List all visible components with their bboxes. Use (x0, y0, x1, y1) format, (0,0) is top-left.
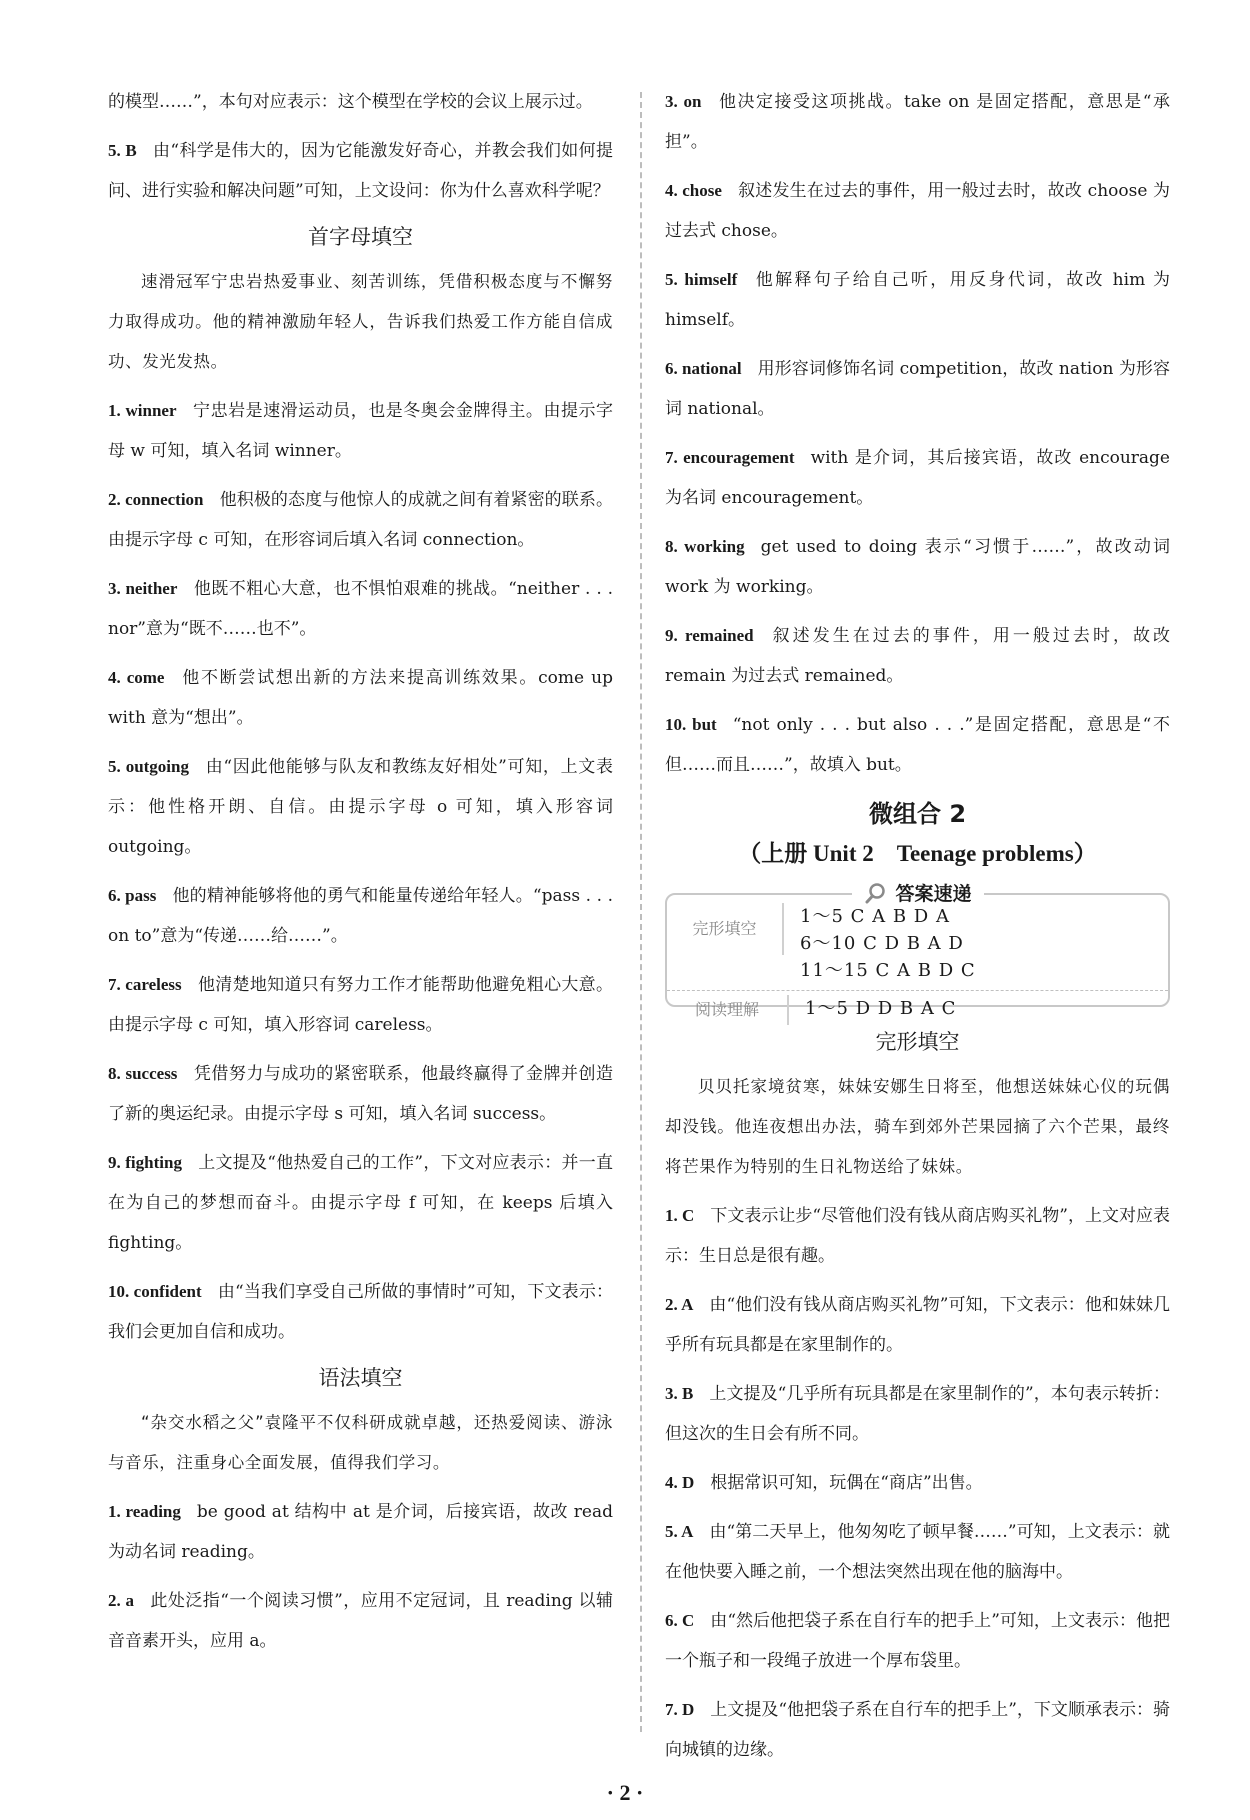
grammar-answers-continued (665, 82, 1170, 785)
answer-explanation: with 是介词，其后接宾语，故改 encourage 为名词 encouragement。 (665, 448, 1170, 508)
unit-title: （上册 Unit 2 Teenage problems） (738, 841, 1097, 866)
right-column (665, 82, 1170, 1779)
cloze-answers (665, 1196, 1170, 1770)
answer-item (665, 1512, 1170, 1592)
answer-item (665, 260, 1170, 340)
answer-key: 7. D (665, 1700, 695, 1719)
answer-row-label: 完形填空 (667, 903, 784, 955)
answer-explanation: 由“第二天早上，他匆匆吃了顿早餐……”可知，上文表示：就在他快要入睡之前，一个想法突然出现在他的脑海中。 (665, 1522, 1170, 1582)
answer-key: 6. national (665, 359, 742, 378)
answer-item (108, 569, 613, 649)
answer-range: 11～15 C A B D C (800, 960, 976, 981)
answer-key: 2. A (665, 1295, 694, 1314)
answer-item (665, 171, 1170, 251)
paragraph: 的模型……”，本句对应表示：这个模型在学校的会议上展示过。 (108, 92, 593, 112)
answer-explanation: 叙述发生在过去的事件，用一般过去时，故改 choose 为过去式 chose。 (665, 181, 1171, 241)
answer-row-reading (667, 990, 1168, 1025)
answer-item (665, 82, 1170, 162)
answer-range: 6～10 C D B A D (800, 933, 964, 954)
answer-explanation: 由“然后他把袋子系在自行车的把手上”可知，上文表示：他把一个瓶子和一段绳子放进一个厚布袋里。 (665, 1611, 1170, 1671)
answer-range: 1～5 C A B D A (800, 906, 950, 927)
answer-key: 5. A (665, 1522, 694, 1541)
answer-item (108, 131, 613, 211)
answer-box-title (851, 879, 983, 906)
grammar-answers (108, 1492, 613, 1661)
section-summary: 速滑冠军宁忠岩热爱事业、刻苦训练，凭借积极态度与不懈努力取得成功。他的精神激励年轻人，告诉我们热爱工作方能自信成功、发光发热。 (108, 272, 613, 371)
answer-explanation: 由“科学是伟大的，因为它能激发好奇心，并教会我们如何提问、进行实验和解决问题”可知，上文设问：你为什么喜欢科学呢？ (108, 141, 613, 201)
answer-item (108, 658, 613, 738)
answer-row-label: 阅读理解 (667, 995, 789, 1025)
section-title-cloze: 完形填空 (875, 1030, 960, 1054)
column-divider (640, 92, 642, 1732)
answer-key: 2. a (108, 1591, 134, 1610)
initial-letter-answers (108, 391, 613, 1352)
answer-key: 7. encouragement (665, 448, 795, 467)
answer-explanation: 上文提及“几乎所有玩具都是在家里制作的”，本句表示转折：但这次的生日会有所不同。 (665, 1384, 1170, 1444)
magnifier-icon (863, 881, 887, 905)
answer-item (665, 616, 1170, 696)
answer-key: 5. himself (665, 270, 738, 289)
answer-key: 3. B (665, 1384, 694, 1403)
answer-key: 9. fighting (108, 1153, 182, 1172)
answer-key: 5. outgoing (108, 757, 189, 776)
answer-explanation: 他清楚地知道只有努力工作才能帮助他避免粗心大意。由提示字母 c 可知，填入形容词 careless。 (108, 975, 613, 1035)
answer-item (665, 349, 1170, 429)
answer-item (108, 1272, 613, 1352)
answer-key: 10. but (665, 715, 717, 734)
answer-item (108, 1492, 613, 1572)
answer-key: 1. winner (108, 401, 177, 420)
answer-item (108, 1143, 613, 1263)
answer-key: 4. come (108, 668, 165, 687)
answer-key: 2. connection (108, 490, 204, 509)
answer-box-title-text: 答案速递 (895, 883, 972, 905)
answer-key: 8. success (108, 1064, 178, 1083)
answer-explanation: 他解释句子给自己听，用反身代词，故改 him 为 himself。 (665, 270, 1170, 330)
answer-item (108, 876, 613, 956)
answer-explanation: 此处泛指“一个阅读习惯”，应用不定冠词，且 reading 以辅音音素开头，应用 a。 (108, 1591, 614, 1651)
answer-item (108, 391, 613, 471)
answer-explanation: 由“因此他能够与队友和教练友好相处”可知，上文表示：他性格开朗、自信。由提示字母 o 可知，填入形容词 outgoing。 (108, 757, 614, 857)
page-number: · 2 · (606, 1780, 644, 1805)
answer-explanation: get used to doing 表示“习惯于……”，故改动词 work 为 working。 (665, 537, 1170, 597)
section-summary: 贝贝托家境贫寒，妹妹安娜生日将至，他想送妹妹心仪的玩偶却没钱。他连夜想出办法，骑车到郊外芒果园摘了六个芒果，最终将芒果作为特别的生日礼物送给了妹妹。 (665, 1077, 1170, 1176)
left-column (108, 82, 613, 1670)
combo-title: 微组合 2 (868, 800, 967, 828)
answer-item (665, 1463, 1170, 1503)
answer-key: 6. C (665, 1611, 695, 1630)
answer-item (108, 747, 613, 867)
answer-item (665, 1285, 1170, 1365)
answer-range: 1～5 D D B A C (805, 998, 957, 1019)
answer-explanation: 他不断尝试想出新的方法来提高训练效果。come up with 意为“想出”。 (108, 668, 613, 728)
answer-item (665, 705, 1170, 785)
answer-explanation: 凭借努力与成功的紧密联系，他最终赢得了金牌并创造了新的奥运纪录。由提示字母 s 可知，填入名词 success。 (108, 1064, 613, 1124)
answer-key: 3. on (665, 92, 702, 111)
answer-key: 10. confident (108, 1282, 202, 1301)
answer-row-values (789, 995, 997, 1022)
answer-explanation: 由“当我们享受自己所做的事情时”可知，下文表示：我们会更加自信和成功。 (108, 1282, 613, 1342)
answer-explanation: 下文表示让步“尽管他们没有钱从商店购买礼物”，上文对应表示：生日总是很有趣。 (665, 1206, 1170, 1266)
answer-item (108, 1054, 613, 1134)
answer-summary-box (665, 883, 1170, 1019)
answer-item (665, 1690, 1170, 1770)
answer-key: 1. C (665, 1206, 695, 1225)
answer-explanation: “not only . . . but also . . .”是固定搭配，意思是“不但……而且……”，故填入 but。 (665, 715, 1170, 775)
answer-item (665, 438, 1170, 518)
answer-item (108, 480, 613, 560)
answer-key: 5. B (108, 141, 137, 160)
section-summary: “杂交水稻之父”袁隆平不仅科研成就卓越，还热爱阅读、游泳与音乐，注重身心全面发展，值得我们学习。 (108, 1413, 613, 1472)
answer-row-cloze (667, 903, 1168, 984)
answer-explanation: 由“他们没有钱从商店购买礼物”可知，下文表示：他和妹妹几乎所有玩具都是在家里制作的。 (665, 1295, 1170, 1355)
answer-explanation: 上文提及“他把袋子系在自行车的把手上”，下文顺承表示：骑向城镇的边缘。 (665, 1700, 1170, 1760)
answer-item (665, 1196, 1170, 1276)
answer-key: 6. pass (108, 886, 157, 905)
answer-explanation: 他决定接受这项挑战。take on 是固定搭配，意思是“承担”。 (665, 92, 1170, 152)
answer-item (665, 1601, 1170, 1681)
answer-key: 7. careless (108, 975, 182, 994)
answer-key: 1. reading (108, 1502, 181, 1521)
answer-explanation: 叙述发生在过去的事件，用一般过去时，故改 remain 为过去式 remained。 (665, 626, 1170, 686)
answer-key: 4. D (665, 1473, 695, 1492)
answer-explanation: 他积极的态度与他惊人的成就之间有着紧密的联系。由提示字母 c 可知，在形容词后填入名词 connection。 (108, 490, 613, 550)
answer-explanation: 根据常识可知，玩偶在“商店”出售。 (710, 1473, 983, 1493)
answer-item (665, 527, 1170, 607)
answer-explanation: 用形容词修饰名词 competition，故改 nation 为形容词 national。 (665, 359, 1170, 419)
answer-row-values (784, 903, 1168, 984)
answer-explanation: 他的精神能够将他的勇气和能量传递给年轻人。“pass . . . on to”意为“传递……给……”。 (108, 886, 613, 946)
answer-item (665, 1374, 1170, 1454)
answer-item (108, 965, 613, 1045)
answer-key: 3. neither (108, 579, 178, 598)
answer-key: 4. chose (665, 181, 722, 200)
answer-key: 9. remained (665, 626, 754, 645)
answer-explanation: 他既不粗心大意，也不惧怕艰难的挑战。“neither . . . nor”意为“既不……也不”。 (108, 579, 613, 639)
answer-explanation: 宁忠岩是速滑运动员，也是冬奥会金牌得主。由提示字母 w 可知，填入名词 winner。 (108, 401, 614, 461)
section-title-initial-letter: 首字母填空 (308, 225, 413, 249)
answer-key: 8. working (665, 537, 745, 556)
section-title-grammar: 语法填空 (318, 1366, 403, 1390)
answer-explanation: be good at 结构中 at 是介词，后接宾语，故改 read 为动名词 reading。 (108, 1502, 613, 1562)
answer-explanation: 上文提及“他热爱自己的工作”，下文对应表示：并一直在为自己的梦想而奋斗。由提示字母 f 可知，在 keeps 后填入 fighting。 (108, 1153, 613, 1253)
answer-item (108, 1581, 613, 1661)
